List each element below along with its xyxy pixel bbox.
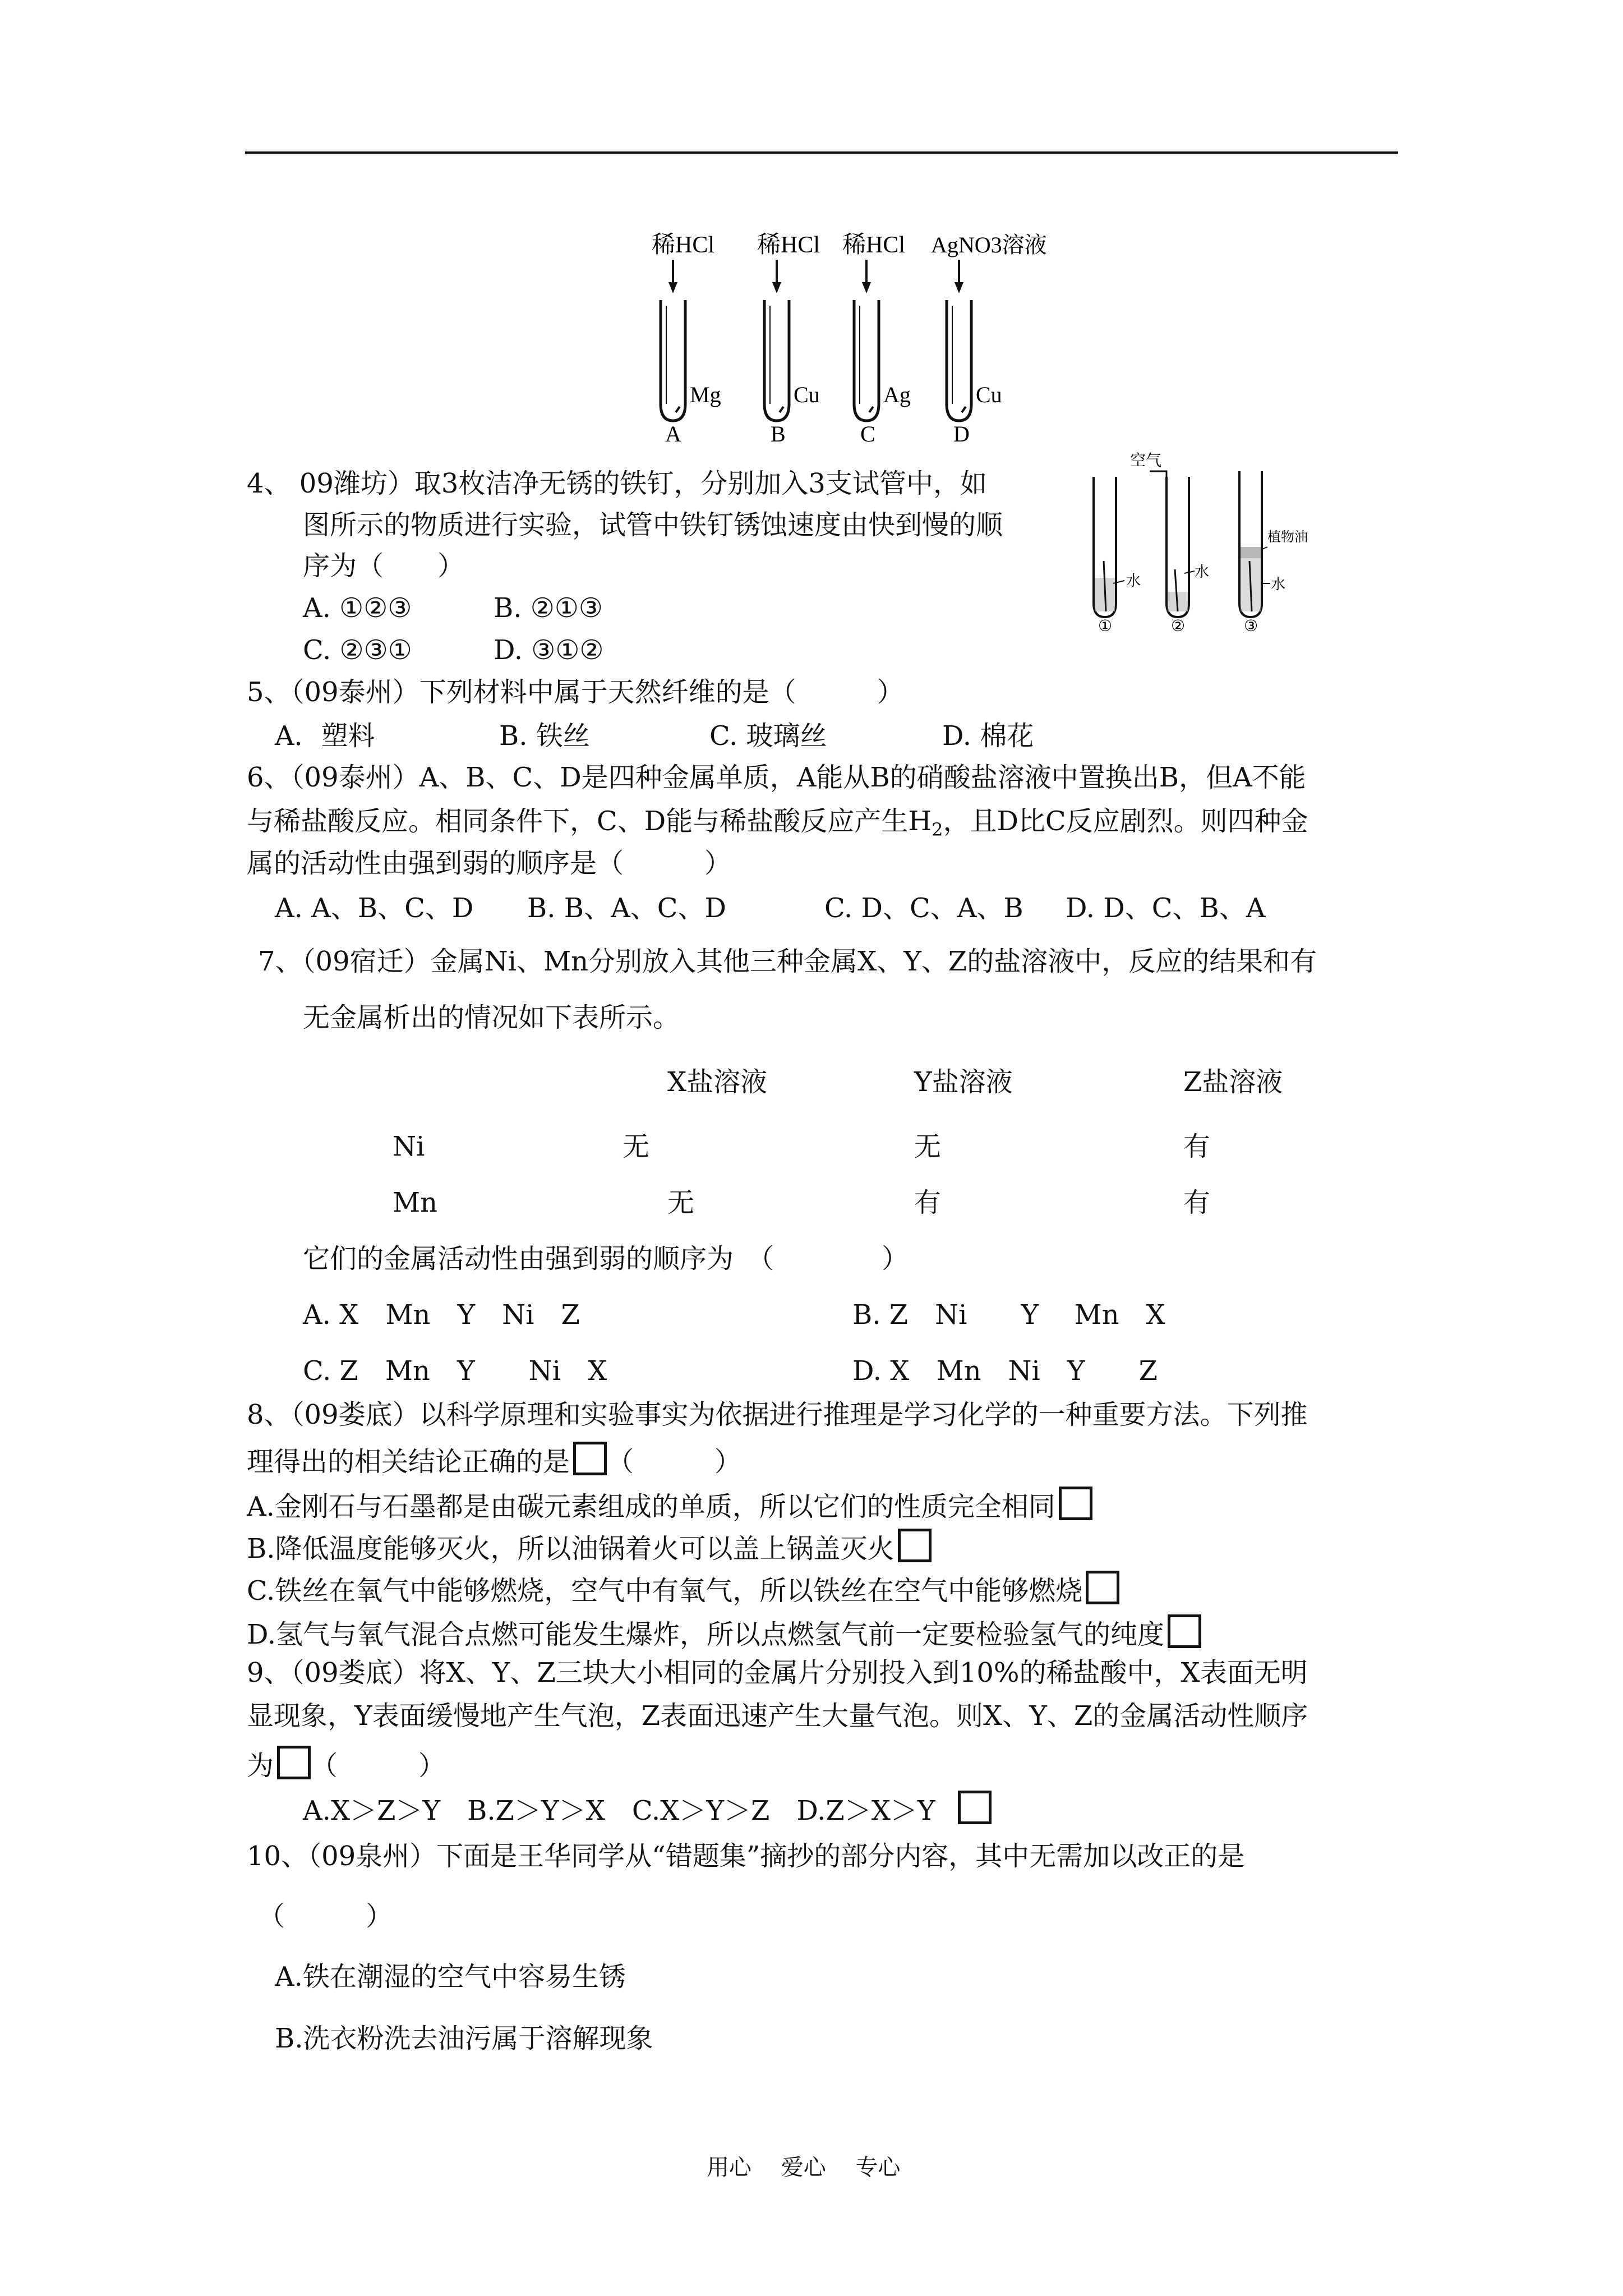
table-row-label-ni: Ni <box>393 1131 425 1162</box>
table-cell: 无 <box>623 1131 650 1162</box>
q7-option-b: B. Z Ni Y Mn X <box>852 1299 1165 1331</box>
tube-d-metal: Cu <box>976 382 1002 407</box>
q8-option-a: A.金刚石与石墨都是由碳元素组成的单质，所以它们的性质完全相同 <box>247 1487 1092 1520</box>
answer-box <box>1168 1614 1201 1648</box>
figure-test-tubes-metals <box>645 222 1049 446</box>
answer-box <box>277 1746 311 1779</box>
tube2-number: ② <box>1171 618 1186 635</box>
tube-d-reagent: AgNO3溶液 <box>931 232 1047 257</box>
air-label: 空气 <box>1130 452 1162 470</box>
q6-option-c: C. D、C、A、B <box>824 892 1023 924</box>
q4-line3: 序为（ ） <box>303 550 465 582</box>
q8-line1: 8、（09娄底）以科学原理和实验事实为依据进行推理是学习化学的一种重要方法。下列推 <box>247 1399 1308 1430</box>
table-row-label-mn: Mn <box>393 1187 438 1218</box>
q6-line3: 属的活动性由强到弱的顺序是（ ） <box>247 848 732 879</box>
q9-line3: 为 （ ） <box>247 1746 445 1779</box>
table-cell: 有 <box>1183 1187 1211 1218</box>
tube-c-letter: C <box>860 421 875 447</box>
tube3-number: ③ <box>1244 618 1258 635</box>
q9-line2: 显现象，Y表面缓慢地产生气泡，Z表面迅速产生大量气泡。则X、Y、Z的金属活动性顺序 <box>247 1700 1308 1732</box>
tube-b-letter: B <box>771 421 786 447</box>
q7-line1: 7、（09宿迁）金属Ni、Mn分别放入其他三种金属X、Y、Z的盐溶液中，反应的结果和有 <box>258 946 1317 977</box>
tube-c <box>842 232 911 447</box>
q6-option-a: A. A、B、C、D <box>275 892 474 924</box>
table-header-y: Y盐溶液 <box>914 1066 1013 1098</box>
q4-line2: 图所示的物质进行实验，试管中铁钉锈蚀速度由快到慢的顺 <box>303 509 1003 541</box>
tube-a-letter: A <box>665 421 681 447</box>
table-cell: 有 <box>914 1187 942 1218</box>
page-footer: 用心 爱心 专心 <box>707 2155 901 2180</box>
tube1-number: ① <box>1098 618 1113 635</box>
tube-a-metal: Mg <box>690 382 721 407</box>
q10-line1: 10、（09泉州）下面是王华同学从“错题集”摘抄的部分内容，其中无需加以改正的是 <box>247 1841 1245 1872</box>
table-header-z: Z盐溶液 <box>1183 1066 1283 1098</box>
q10-line2: （ ） <box>258 1901 393 1932</box>
q4-option-d: D. ③①② <box>494 634 604 666</box>
tube-a-reagent: 稀HCl <box>652 232 715 258</box>
q5-option-d: D. 棉花 <box>942 720 1034 752</box>
q5-option-a: A．塑料 <box>275 720 375 752</box>
q7-option-d: D. X Mn Ni Y Z <box>852 1355 1158 1387</box>
q8-line2: 理得出的相关结论正确的是 （ ） <box>247 1442 741 1475</box>
q8-option-b: B.降低温度能够灭火，所以油锅着火可以盖上锅盖灭火 <box>247 1529 932 1562</box>
q7-question: 它们的金属活动性由强到弱的顺序为 （ ） <box>303 1243 909 1274</box>
tube-b-metal: Cu <box>794 382 820 407</box>
tube-d <box>931 232 1047 447</box>
q5-stem: 5、（09泰州）下列材料中属于天然纤维的是（ ） <box>247 677 904 708</box>
q9-line1: 9、（09娄底）将X、Y、Z三块大小相同的金属片分别投入到10%的稀盐酸中，X表面无明 <box>247 1657 1308 1688</box>
q6-line2: 与稀盐酸反应。相同条件下，C、D能与稀盐酸反应产生$H_2$，且D比C反应剧烈。则四种金 <box>247 806 1308 840</box>
tube-a <box>652 232 721 447</box>
q7-option-a: A. X Mn Y Ni Z <box>303 1299 580 1331</box>
q6-option-b: B. B、A、C、D <box>527 892 726 924</box>
q5-option-b: B. 铁丝 <box>499 720 590 752</box>
q6-option-d: D. D、C、B、A <box>1066 892 1266 924</box>
q4-option-b: B. ②①③ <box>494 592 603 624</box>
tube-c-reagent: 稀HCl <box>842 232 906 258</box>
figure-iron-nail-rusting <box>1082 449 1308 635</box>
tube3-oil-label: 植物油 <box>1267 530 1308 545</box>
q4-line1: 4、 09潍坊）取3枚洁净无锈的铁钉，分别加入3支试管中，如 <box>247 468 987 499</box>
tube-c-metal: Ag <box>883 382 911 407</box>
table-cell: 有 <box>1183 1131 1211 1162</box>
q8-option-d: D.氢气与氧气混合点燃可能发生爆炸，所以点燃氢气前一定要检验氢气的纯度 <box>247 1614 1201 1648</box>
tube-d-letter: D <box>953 421 970 447</box>
header-rule <box>245 151 1398 154</box>
tube2-water-label: 水 <box>1195 564 1210 580</box>
q4-option-c: C. ②③① <box>303 634 412 666</box>
table-cell: 无 <box>914 1131 942 1162</box>
q10-option-b: B.洗衣粉洗去油污属于溶解现象 <box>275 2023 653 2054</box>
q8-option-c: C.铁丝在氧气中能够燃烧，空气中有氧气，所以铁丝在空气中能够燃烧 <box>247 1571 1119 1604</box>
answer-box <box>898 1529 932 1562</box>
answer-box <box>1086 1571 1119 1604</box>
q10-option-a: A.铁在潮湿的空气中容易生锈 <box>275 1961 626 1993</box>
answer-box <box>958 1791 992 1824</box>
tube3-water-label: 水 <box>1271 576 1286 592</box>
tube-b-reagent: 稀HCl <box>757 232 820 258</box>
tube-b <box>757 232 820 447</box>
q7-option-c: C. Z Mn Y Ni X <box>303 1355 607 1387</box>
q5-option-c: C. 玻璃丝 <box>709 720 827 752</box>
q9-options: A.X＞Z＞Y B.Z＞Y＞X C.X＞Y＞Z D.Z＞X＞Y <box>303 1791 992 1824</box>
answer-box <box>573 1442 607 1475</box>
tube1-water-label: 水 <box>1126 573 1141 589</box>
q4-option-a: A. ①②③ <box>303 592 412 624</box>
q6-line1: 6、（09泰州）A、B、C、D是四种金属单质，A能从B的硝酸盐溶液中置换出B，但A不能 <box>247 762 1306 793</box>
table-header-x: X盐溶液 <box>667 1066 768 1098</box>
q7-line2: 无金属析出的情况如下表所示。 <box>303 1002 680 1033</box>
answer-box <box>1059 1487 1092 1520</box>
table-cell: 无 <box>667 1187 695 1218</box>
